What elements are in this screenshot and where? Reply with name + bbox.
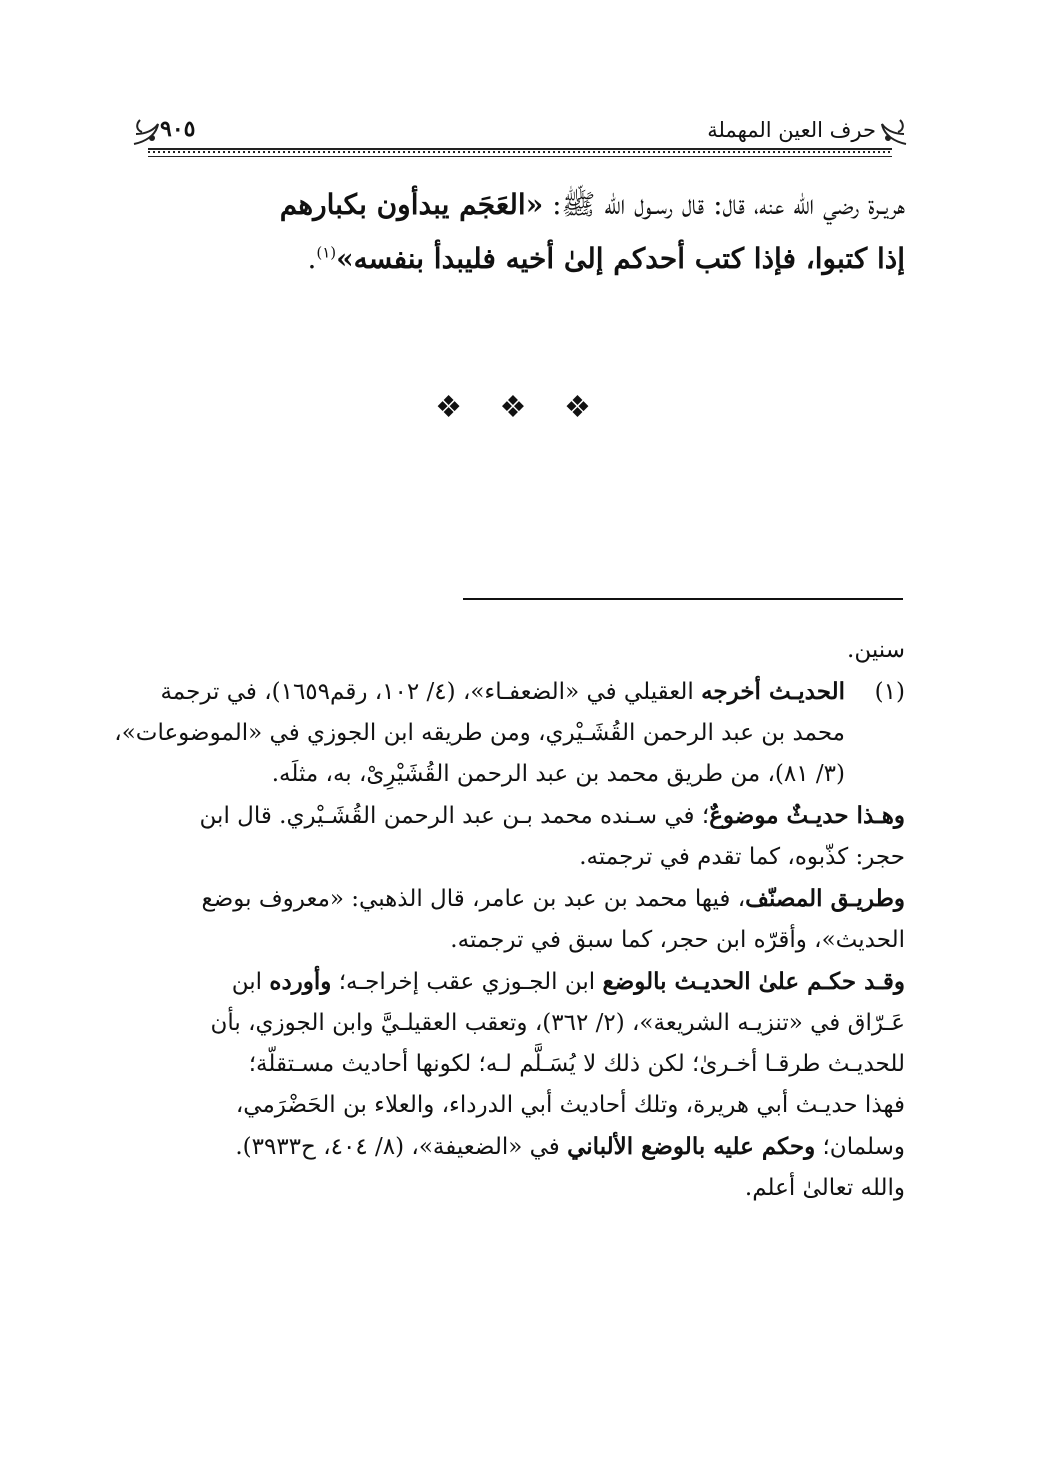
- footnote-reference[interactable]: (١): [316, 243, 337, 262]
- footnote-line: [135, 795, 905, 837]
- footnote-bold-text: وطريـق المصنّف: [745, 885, 905, 912]
- footnote-line: [135, 961, 905, 1003]
- footnote-text: في «الضعيفة»، (٨/ ٤٠٤، ح٣٩٣٣).: [235, 1134, 568, 1160]
- footnote-text: وسلمان؛: [815, 1134, 905, 1160]
- footnote-line: [135, 671, 905, 713]
- footnote-line: [135, 1126, 905, 1168]
- footnote-bold-text: وقـد حكـم علىٰ الحديـث بالوضع: [602, 968, 905, 995]
- footnote-line: [135, 1003, 905, 1044]
- hadith-line-2: [135, 232, 905, 286]
- footnote-text: ، فيها محمد بن عبد بن عامر، قال الذهبي: «معروف بوضع: [201, 886, 746, 912]
- page-number: ٩٠٥: [160, 116, 196, 142]
- footnote-text: والله تعالىٰ أعلم.: [744, 1175, 905, 1201]
- footnote-text: ابن: [231, 969, 270, 995]
- hadith-quote-end: إذا كتبوا، فإذا كتب أحدكم إلىٰ أخيه فليبدأ بنفسه»: [336, 242, 905, 275]
- footnote-bold-text: وهـذا حديـثٌ موضوعٌ: [709, 802, 905, 829]
- footnote-bold-text: وأورده: [269, 968, 332, 995]
- footnote-text: فهذا حديـث أبي هريرة، وتلك أحاديث أبي الدرداء، والعلاء بن الحَضْرَمي،: [235, 1092, 905, 1118]
- hadith-period: .: [307, 242, 317, 275]
- footnote-text: الحديث»، وأقرّه ابن حجر، كما سبق في ترجمته.: [450, 927, 905, 953]
- footnote-line: [135, 1044, 905, 1085]
- hadith-quote-start: «العَجَم يبدأون بكبارهم: [279, 188, 544, 221]
- header-ornament-left-icon: [130, 114, 164, 148]
- footnote-line: [135, 878, 905, 920]
- section-separator: ❖ ❖ ❖: [435, 390, 605, 425]
- chapter-title: حرف العين المهملة: [707, 118, 876, 142]
- footnote-text: حجر: كذّبوه، كما تقدم في ترجمته.: [579, 844, 905, 870]
- header-ornament-right-icon: [876, 114, 910, 148]
- footnote-bold-text: وحكم عليه بالوضع الألباني: [567, 1133, 816, 1160]
- footnote-line: [135, 754, 905, 795]
- footnote-line: [135, 837, 905, 878]
- footnote-line: [135, 1168, 905, 1209]
- footnote-text: محمد بن عبد الرحمن القُشَـيْري، ومن طريقه ابن الجوزي في «الموضوعات»،: [114, 720, 845, 746]
- footnote-bold-text: الحديـث أخرجه: [701, 678, 845, 705]
- footnote-line: [114, 713, 905, 754]
- footnote-line: [135, 1085, 905, 1126]
- footnote-text: ابن الجـوزي عقب إخراجـه؛: [331, 969, 603, 995]
- header-rule: [148, 148, 892, 157]
- hadith-line-1: [135, 178, 905, 232]
- hadith-narration: هريـرة رضي الله عنه، قال: قال رسـول الله ﷺ:: [543, 188, 905, 221]
- footnote-text: للحديـث طرقـا أخـرىٰ؛ لكن ذلك لا يُسَـلَّم لـه؛ لكونها أحاديث مسـتقلّة؛: [248, 1051, 905, 1077]
- hadith-text: [135, 178, 905, 286]
- footnote-line: [135, 920, 905, 961]
- footnote-text: عَـرّاق في «تنزيـه الشريعة»، (٢/ ٣٦٢)، وتعقب العقيلـيَّ وابن الجوزي، بأن: [210, 1010, 905, 1036]
- footnote-text: ؛ في سـنده محمد بـن عبد الرحمن القُشَـيْري. قال ابن: [199, 803, 710, 829]
- page-header: [130, 112, 910, 158]
- footnote-number: (١): [874, 679, 905, 705]
- footnotes: [114, 630, 905, 1209]
- footnote-rule: [463, 598, 903, 600]
- footnote-continuation: سنين.: [847, 637, 905, 663]
- footnote-text: (٣/ ٨١)، من طريق محمد بن عبد الرحمن القُشَيْرِىْ، به، مثلَه.: [271, 761, 845, 787]
- footnote-text: العقيلي في «الضعفـاء»، (٤/ ١٠٢، رقم١٦٥٩)، في ترجمة: [160, 679, 702, 705]
